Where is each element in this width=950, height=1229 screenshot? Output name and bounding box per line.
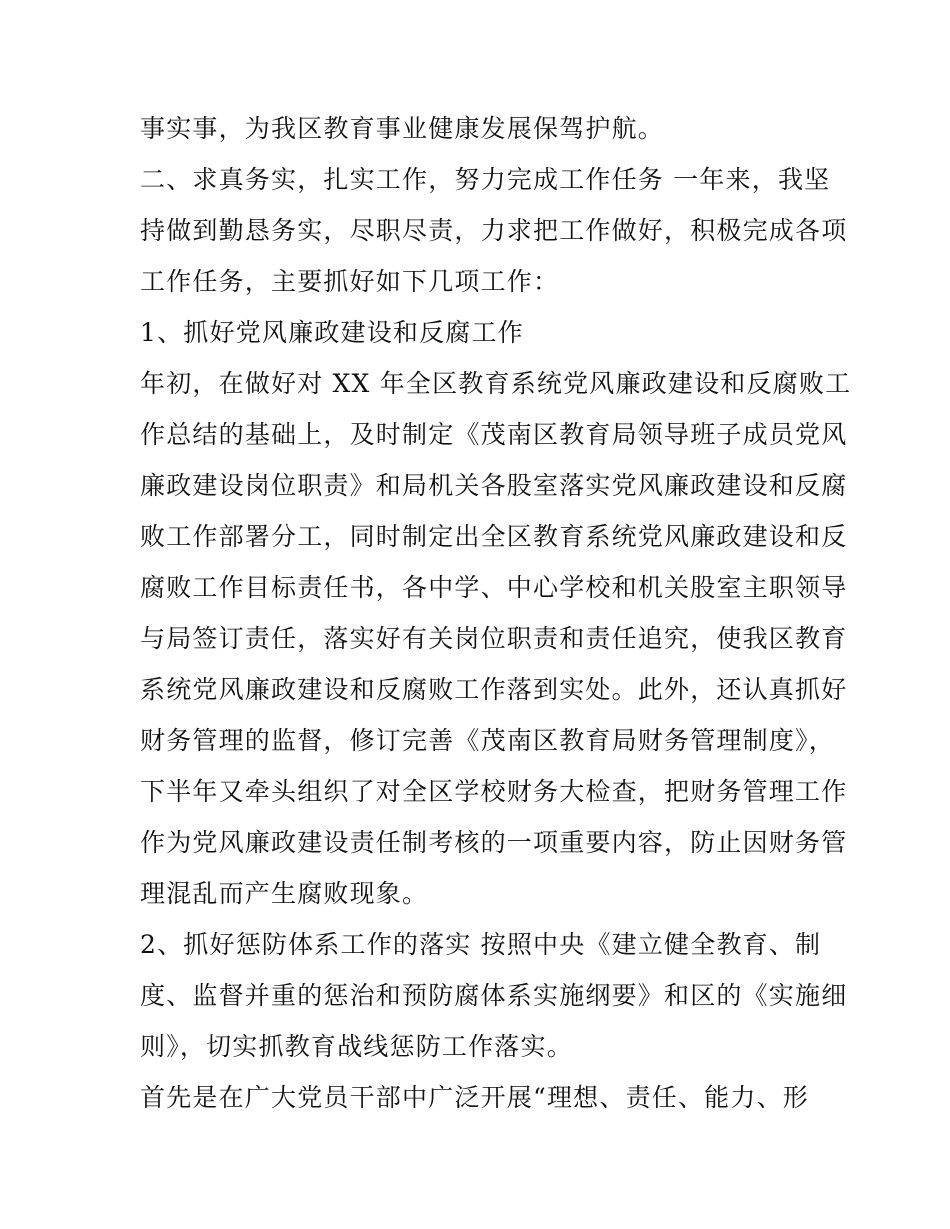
text-line: 工作任务，主要抓好如下几项工作：: [140, 267, 560, 296]
text-line: 腐败工作目标责任书，各中学、中心学校和机关股室主职领导: [140, 573, 848, 602]
text-line: 理混乱而产生腐败现象。: [140, 879, 429, 908]
text-line: 作总结的基础上，及时制定《茂南区教育局领导班子成员党风: [140, 420, 848, 449]
text-line: 系统党风廉政建设和反腐败工作落到实处。此外，还认真抓好: [140, 675, 848, 704]
text-line: 与局签订责任，落实好有关岗位职责和责任追究，使我区教育: [140, 624, 848, 653]
text-line: 年初，在做好对 XX 年全区教育系统党风廉政建设和反腐败工: [140, 369, 852, 398]
text-line: 下半年又牵头组织了对全区学校财务大检查，把财务管理工作: [140, 777, 848, 806]
text-line: 败工作部署分工，同时制定出全区教育系统党风廉政建设和反: [140, 522, 848, 551]
text-line: 廉政建设岗位职责》和局机关各股室落实党风廉政建设和反腐: [140, 471, 848, 500]
text-line: 财务管理的监督，修订完善《茂南区教育局财务管理制度》，: [140, 726, 835, 755]
section-heading: 二、求真务实，扎实工作，努力完成工作任务 一年来，我坚: [140, 165, 831, 194]
text-line: 首先是在广大党员干部中广泛开展“理想、责任、能力、形: [140, 1083, 809, 1112]
text-line: 持做到勤恳务实，尽职尽责，力求把工作做好，积极完成各项: [140, 216, 848, 245]
text-line: 度、监督并重的惩治和预防腐体系实施纲要》和区的《实施细: [140, 981, 848, 1010]
text-line: 作为党风廉政建设责任制考核的一项重要内容，防止因财务管: [140, 828, 848, 857]
subsection-heading: 2、抓好惩防体系工作的落实 按照中央《建立健全教育、制: [140, 930, 822, 959]
subsection-heading: 1、抓好党风廉政建设和反腐工作: [140, 318, 524, 347]
text-line: 则》，切实抓教育战线惩防工作落实。: [140, 1032, 573, 1061]
text-line: 事实事，为我区教育事业健康发展保驾护航。: [140, 114, 665, 143]
